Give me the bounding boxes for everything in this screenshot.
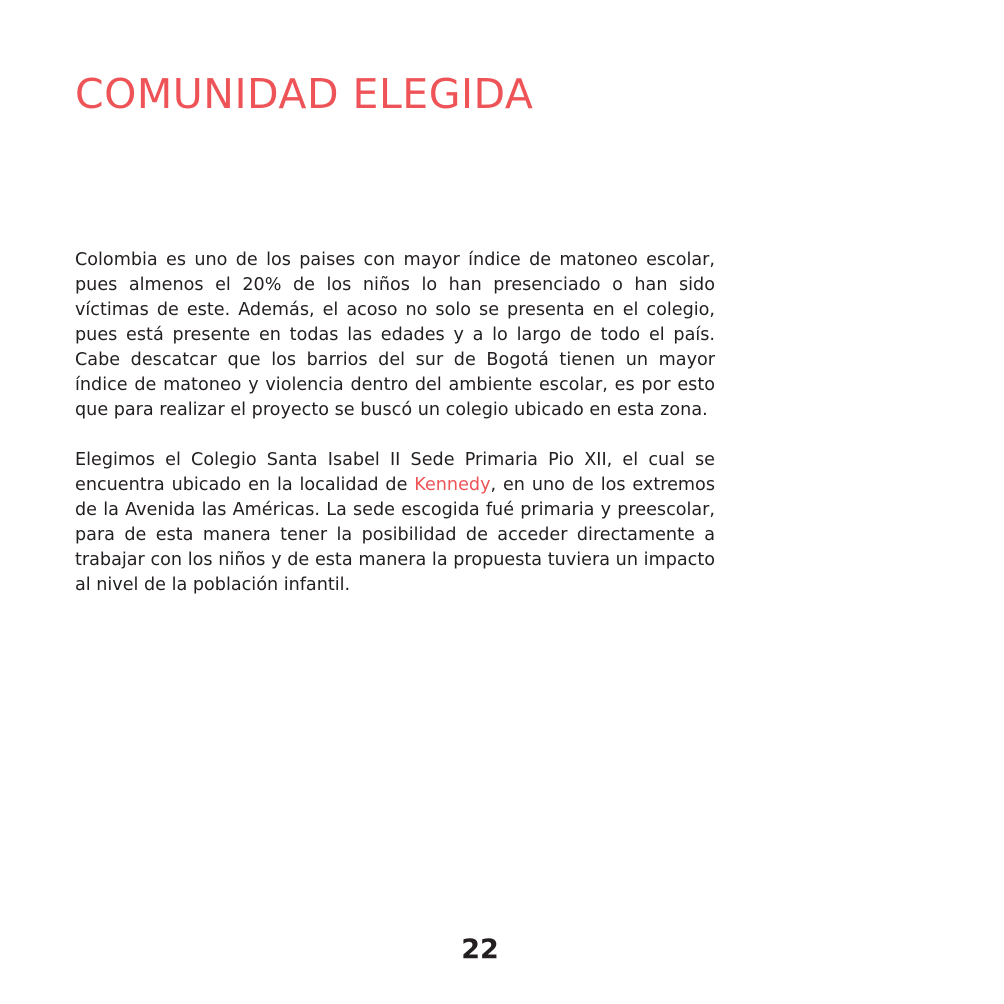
paragraph-school	[75, 448, 715, 598]
body-text	[75, 248, 715, 598]
paragraph-school-text-before: Elegimos el Colegio Santa Isabel II Sede Primaria Pio XII, el cual se encuentra ubicado en la localidad de	[75, 450, 715, 495]
page-title: COMUNIDAD ELEGIDA	[75, 70, 534, 118]
locality-highlight: Kennedy	[414, 475, 491, 495]
page-number: 22	[461, 934, 499, 965]
paragraph-school-text-after: , en uno de los extremos de la Avenida las Américas. La sede escogida fué primaria y preescolar, para de esta manera tener la posibilidad de acceder directamente a trabajar con los niños y de esta manera la propuesta tuviera un impacto al nivel de la población infantil.	[75, 475, 715, 595]
paragraph-intro: Colombia es uno de los paises con mayor índice de matoneo escolar, pues almenos el 20% de los niños lo han presenciado o han sido víctimas de este. Además, el acoso no solo se presenta en el colegio, pues está presente en todas las edades y a lo largo de todo el país. Cabe descatcar que los barrios del sur de Bogotá tienen un mayor índice de matoneo y violencia dentro del ambiente escolar, es por esto que para realizar el proyecto se buscó un colegio ubicado en esta zona.	[75, 250, 715, 420]
